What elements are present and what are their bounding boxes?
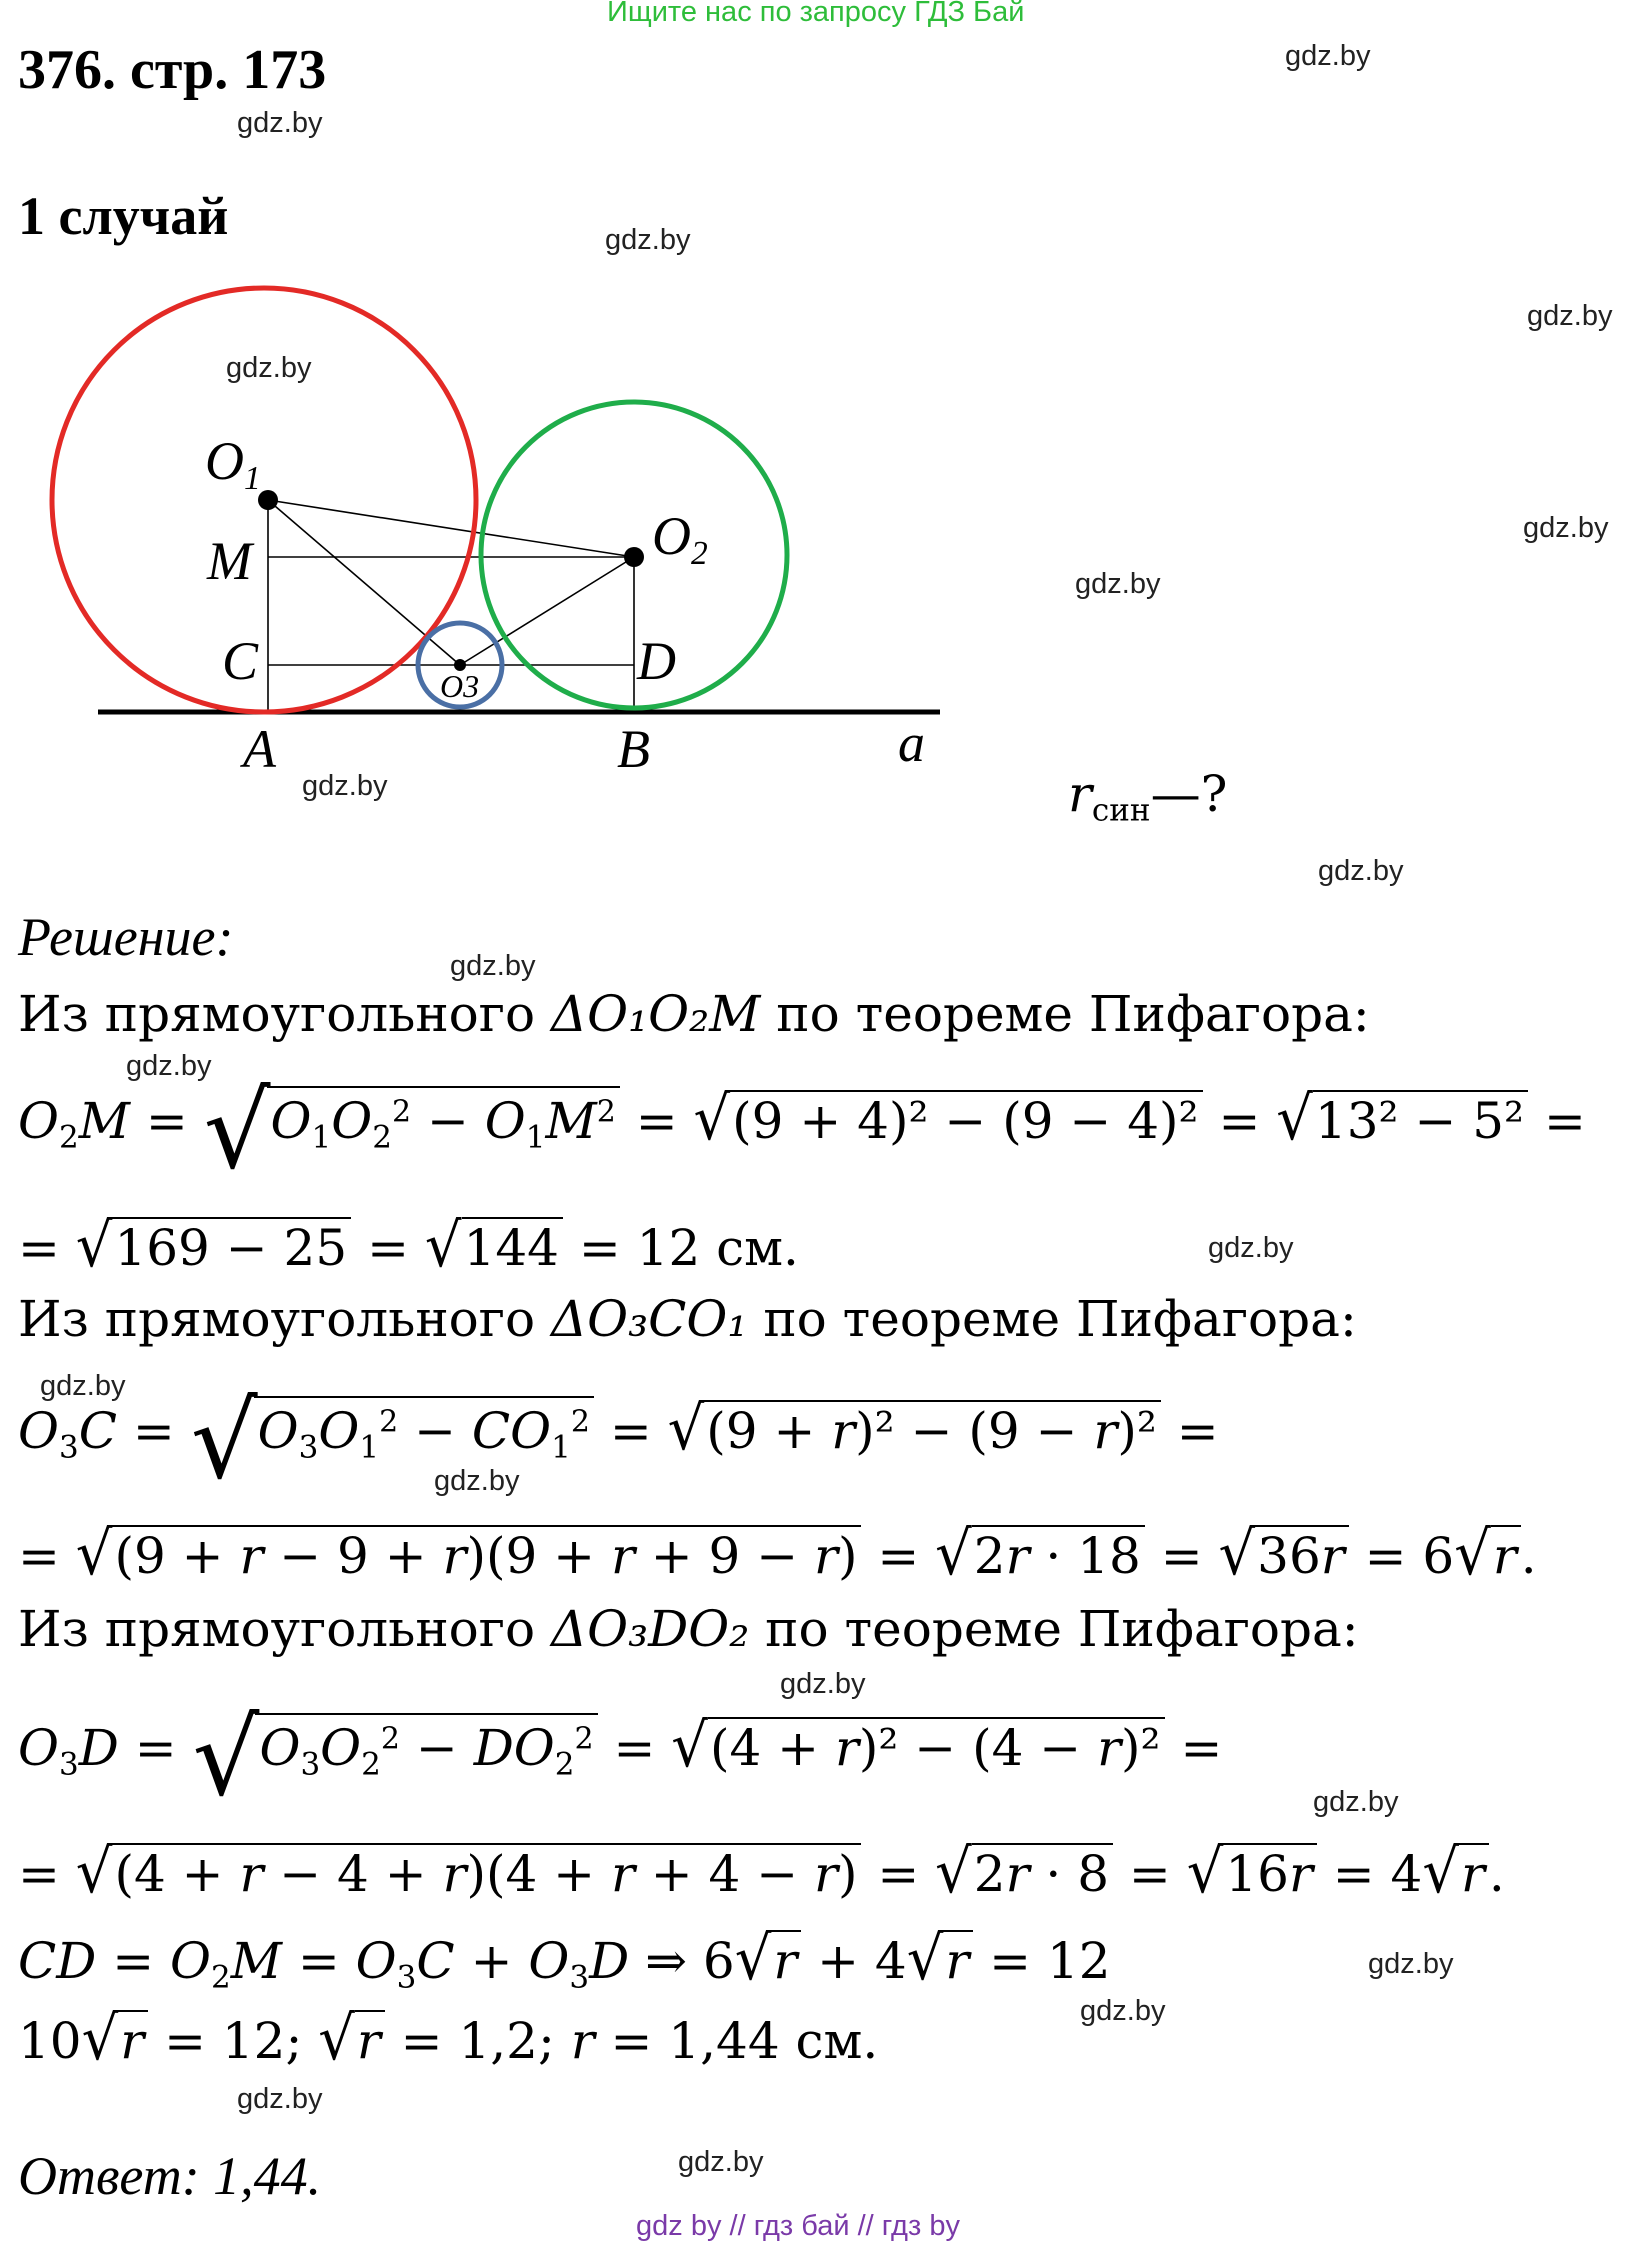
equation-cd: CD = $O_2M = O_3C + O_3D$ ⇒ 6√r + 4√r = 12	[18, 1923, 1111, 1996]
watermark: gdz.by	[450, 950, 536, 982]
equation-o3c-result: = √(9 + r − 9 + r)(9 + r + 9 − r) = √2r · 18 = √36r = 6√r.	[18, 1518, 1537, 1589]
label-d: D	[637, 631, 676, 691]
watermark: gdz.by	[40, 1370, 126, 1402]
unknown-r: $r_{син}—$?	[1068, 765, 1228, 829]
label-o2: $O_2$	[652, 506, 708, 573]
label-b: B	[617, 719, 650, 779]
watermark: gdz.by	[1080, 1995, 1166, 2027]
watermark: gdz.by	[1208, 1232, 1294, 1264]
watermark: gdz.by	[1368, 1948, 1454, 1980]
watermark: gdz.by	[1313, 1786, 1399, 1818]
answer: Ответ: 1,44.	[18, 2146, 322, 2206]
watermark: gdz.by	[126, 1050, 212, 1082]
watermark: gdz.by	[1075, 568, 1161, 600]
step3-text: Из прямоугольного ΔO₃DO₂ по теореме Пифагора:	[18, 1600, 1359, 1658]
label-o1: $O_1$	[205, 431, 261, 498]
segment-o2-o3	[460, 557, 634, 665]
watermark: gdz.by	[1527, 300, 1613, 332]
page-title: 376. стр. 173	[18, 39, 327, 101]
segment-o1-o2	[268, 500, 634, 557]
footer-links	[636, 2210, 960, 2243]
equation-o3c: $O_3C = √O_3O_1^2 - CO_1^2 = √(9 + r)^2 - (9 - r)^2$ =	[18, 1380, 1219, 1503]
watermark: gdz.by	[605, 224, 691, 256]
watermark: gdz.by	[1318, 855, 1404, 887]
watermark: gdz.by	[1285, 40, 1371, 72]
equation-o2m: $O_2M = √O_1O_2^2 - O_1M^2 = √(9 + 4)^2 - (9 - 4)^2 = √13^2 - 5^2$ =	[18, 1070, 1586, 1193]
geometry-figure	[0, 0, 1000, 820]
label-m: M	[207, 531, 252, 591]
footer-separator: //	[729, 2210, 746, 2242]
watermark: gdz.by	[678, 2146, 764, 2178]
watermark: gdz.by	[237, 2083, 323, 2115]
case-label: 1 случай	[18, 186, 229, 246]
equation-o3d-result: = √(4 + r − 4 + r)(4 + r + 4 − r) = √2r · 8 = √16r = 4√r.	[18, 1836, 1505, 1907]
watermark: gdz.by	[302, 770, 388, 802]
point-o1	[258, 490, 278, 510]
equation-o3d: $O_3D = √O_3O_2^2 - DO_2^2 = √(4 + r)^2 - (4 - r)^2$ =	[18, 1697, 1223, 1820]
watermark: gdz.by	[780, 1668, 866, 1700]
watermark: gdz.by	[226, 352, 312, 384]
footer-link-gdz-by-ru[interactable]: гдз by	[881, 2210, 960, 2242]
point-o2	[624, 547, 644, 567]
watermark: gdz.by	[237, 107, 323, 139]
solution-heading: Решение:	[18, 907, 234, 967]
footer-link-gdz-bai[interactable]: гдз бай	[753, 2210, 850, 2242]
label-a: A	[243, 719, 276, 779]
label-line-a: a	[898, 713, 925, 773]
step1-text: Из прямоугольного ΔO₁O₂M по теореме Пифагора:	[18, 985, 1370, 1043]
footer-separator: //	[857, 2210, 874, 2242]
equation-final: 10√r = 12; √r = 1,2; r = 1,44 см.	[18, 2003, 879, 2074]
label-o3: O3	[440, 668, 480, 704]
watermark: gdz.by	[1523, 512, 1609, 544]
label-c: C	[222, 631, 259, 691]
top-banner[interactable]: Ищите нас по запросу ГДЗ Бай	[607, 0, 1025, 28]
equation-o2m-result: = √169 − 25 = √144 = 12 см.	[18, 1210, 799, 1281]
step2-text: Из прямоугольного ΔO₃CO₁ по теореме Пифагора:	[18, 1290, 1357, 1348]
watermark: gdz.by	[434, 1465, 520, 1497]
footer-link-gdz-by[interactable]: gdz by	[636, 2210, 722, 2242]
